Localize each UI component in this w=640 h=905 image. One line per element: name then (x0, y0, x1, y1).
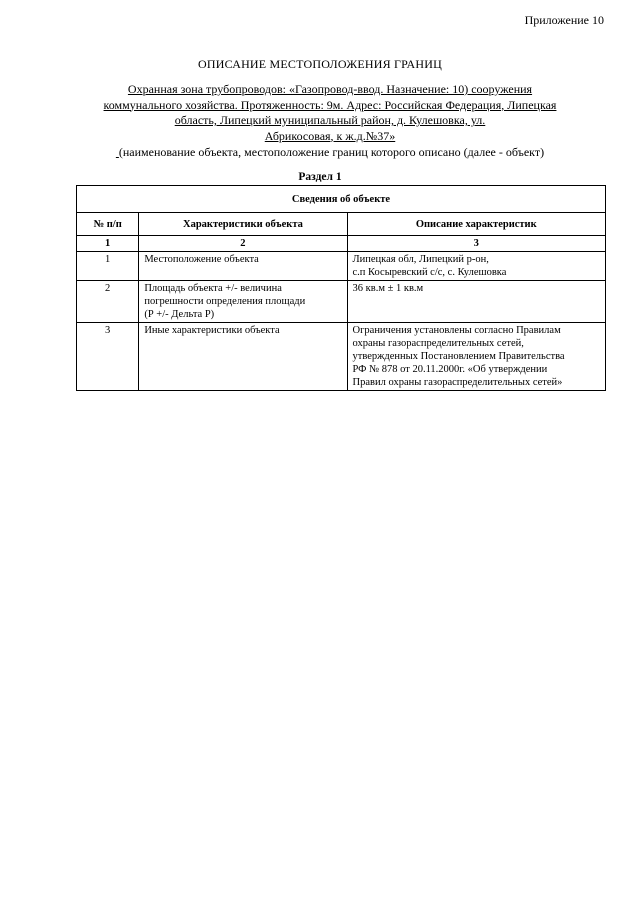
document-title: ОПИСАНИЕ МЕСТОПОЛОЖЕНИЯ ГРАНИЦ (198, 57, 442, 71)
header-characteristic: Характеристики объекта (139, 213, 347, 236)
description-line: утвержденных Постановлением Правительства (352, 351, 565, 362)
object-description (70, 82, 590, 144)
object-note (70, 145, 590, 160)
object-note-text: (наименование объекта, местоположение границ которого описано (далее - объект) (118, 145, 545, 159)
table-row (77, 252, 606, 281)
row-description (347, 323, 605, 391)
row-num: 1 (77, 252, 139, 281)
description-line: РФ № 878 от 20.11.2000г. «Об утверждении (352, 364, 548, 375)
description-line: Липецкая обл, Липецкий р-он, (352, 254, 489, 265)
appendix-label: Приложение 10 (524, 13, 604, 27)
header-num: № п/п (77, 213, 139, 236)
object-line-3: область, Липецкий муниципальный район, д. Кулешовка, ул. (174, 113, 486, 127)
table-row (77, 323, 606, 391)
description-line: 36 кв.м ± 1 кв.м (352, 283, 424, 294)
object-line-2: коммунального хозяйства. Протяженность: 9м. Адрес: Российская Федерация, Липецкая (103, 97, 557, 112)
description-line: Правил охраны газораспределительных сетей» (352, 377, 563, 388)
description-line: охраны газораспределительных сетей, (352, 338, 524, 349)
characteristic-line: (Р +/- Дельта Р) (144, 309, 215, 320)
col-number-2: 2 (139, 236, 347, 252)
characteristic-line: Площадь объекта +/- величина (144, 283, 282, 294)
col-number-3: 3 (347, 236, 605, 252)
row-characteristic (139, 281, 347, 323)
table-row (77, 281, 606, 323)
description-line: с.п Косыревский с/с, с. Кулешовка (352, 267, 507, 278)
object-line-1: Охранная зона трубопроводов: «Газопровод-ввод. Назначение: 10) сооружения (127, 82, 533, 96)
header-description: Описание характеристик (347, 213, 605, 236)
description-line: Ограничения установлены согласно Правилам (352, 325, 561, 336)
row-num: 3 (77, 323, 139, 391)
col-number-1: 1 (77, 236, 139, 252)
row-description (347, 252, 605, 281)
section-title: Раздел 1 (298, 171, 342, 183)
object-line-4: Абрикосовая, к ж.д.№37» (264, 128, 396, 143)
row-description (347, 281, 605, 323)
object-info-table (76, 185, 606, 391)
characteristic-line: погрешности определения площади (144, 296, 306, 307)
row-characteristic: Местоположение объекта (139, 252, 347, 281)
row-num: 2 (77, 281, 139, 323)
row-characteristic: Иные характеристики объекта (139, 323, 347, 391)
table-caption: Сведения об объекте (77, 186, 606, 213)
